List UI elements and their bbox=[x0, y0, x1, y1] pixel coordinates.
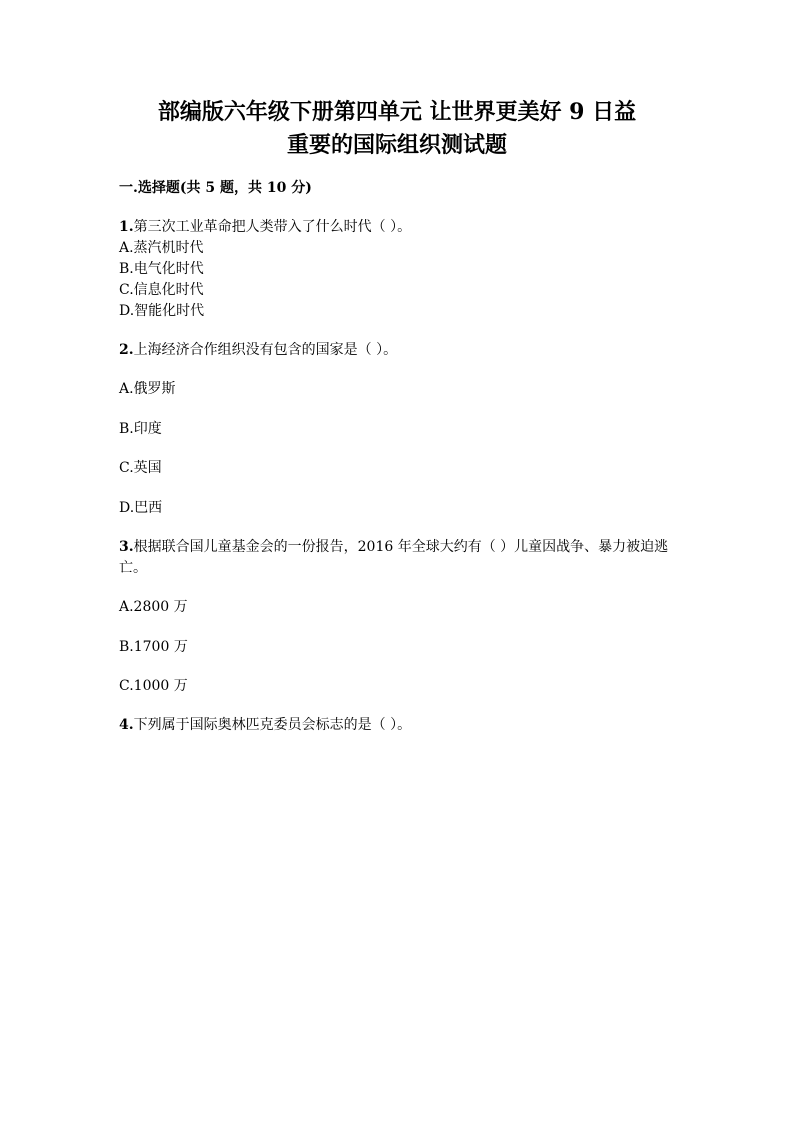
question-2-option-d: D.巴西 bbox=[119, 500, 163, 516]
question-text: 根据联合国儿童基金会的一份报告，2016 年全球大约有（ ）儿童因战争、暴力被迫逃亡。 bbox=[119, 539, 669, 576]
question-3-option-a: A.2800 万 bbox=[119, 599, 188, 615]
question-4 bbox=[119, 715, 411, 736]
question-number: 4. bbox=[119, 717, 134, 733]
question-text: 第三次工业革命把人类带入了什么时代（ ）。 bbox=[133, 219, 412, 235]
question-1-option-d: D.智能化时代 bbox=[119, 303, 205, 319]
question-3-option-b: B.1700 万 bbox=[119, 639, 188, 655]
question-2-option-a: A.俄罗斯 bbox=[119, 381, 176, 397]
question-1-option-c: C.信息化时代 bbox=[119, 282, 204, 298]
question-number: 2. bbox=[119, 342, 134, 358]
question-text: 上海经济合作组织没有包含的国家是（ ）。 bbox=[133, 342, 398, 358]
question-3-option-c: C.1000 万 bbox=[119, 678, 188, 694]
document-title-line-1: 部编版六年级下册第四单元 让世界更美好 9 日益 bbox=[157, 99, 637, 125]
question-text: 下列属于国际奥林匹克委员会标志的是（ ）。 bbox=[133, 717, 412, 733]
question-number: 1. bbox=[119, 219, 134, 235]
question-number: 3. bbox=[119, 539, 134, 555]
question-2 bbox=[119, 340, 397, 361]
question-2-option-c: C.英国 bbox=[119, 460, 162, 476]
question-1-option-b: B.电气化时代 bbox=[119, 261, 204, 277]
section-heading: 一.选择题(共 5 题，共 10 分) bbox=[119, 180, 312, 196]
question-3 bbox=[119, 537, 679, 579]
question-2-option-b: B.印度 bbox=[119, 421, 162, 437]
question-1 bbox=[119, 217, 411, 238]
question-1-option-a: A.蒸汽机时代 bbox=[119, 240, 204, 256]
document-title-line-2: 重要的国际组织测试题 bbox=[286, 132, 507, 158]
